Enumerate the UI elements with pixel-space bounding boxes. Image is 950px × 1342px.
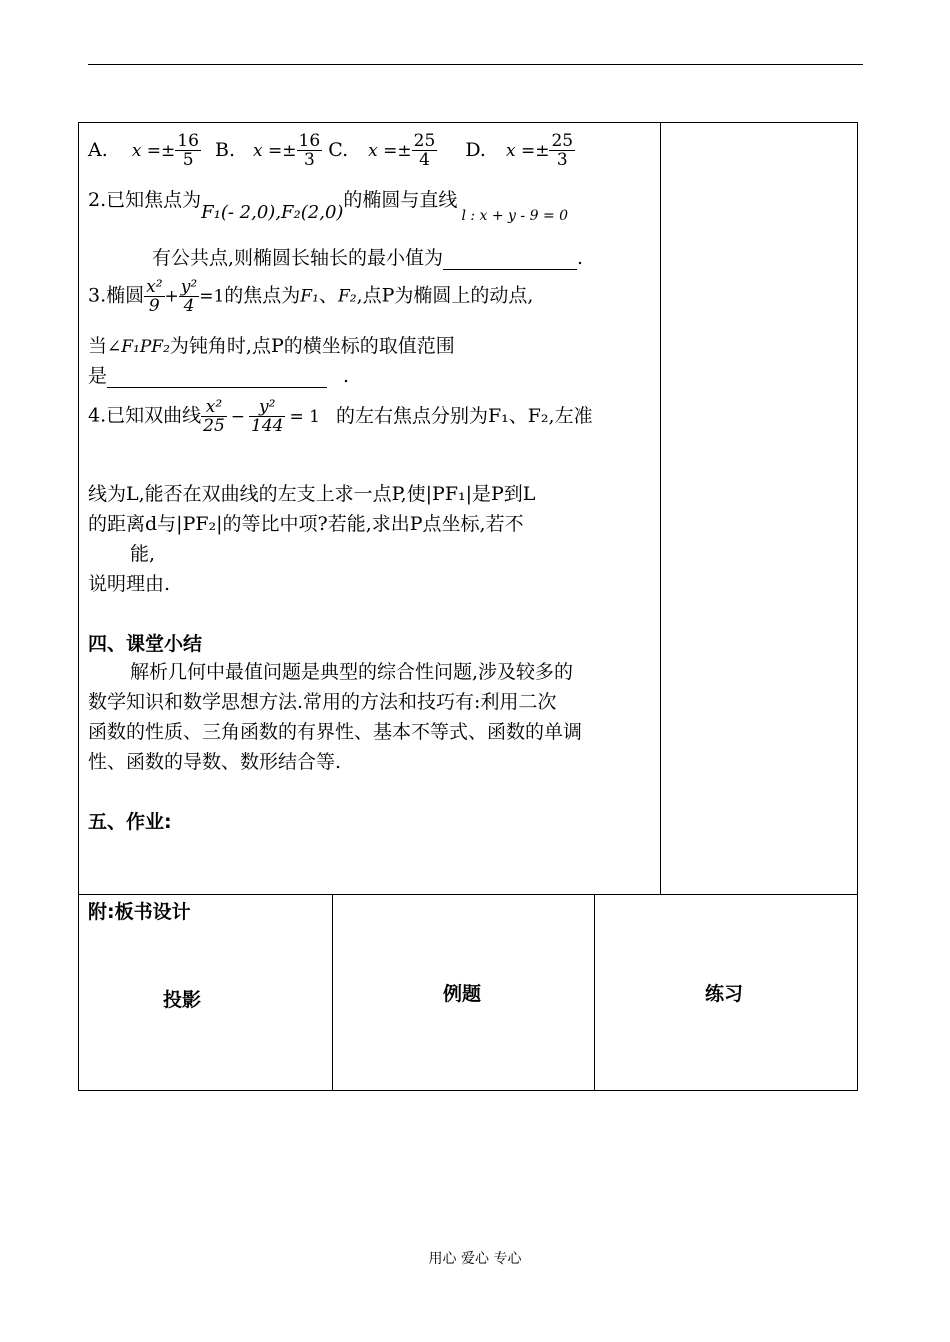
answer-options (88, 132, 575, 169)
question-3-line3: 是 . (88, 365, 350, 387)
answer-blank (107, 367, 327, 388)
summary-heading: 四、课堂小结 (88, 633, 203, 655)
header-rule (88, 64, 863, 65)
question-2-line2: 有公共点,则椭圆长轴长的最小值为 . (152, 247, 584, 269)
question-3-line2: 当∠F₁PF₂为钝角时,点P的横坐标的取值范围 (88, 335, 455, 357)
summary-line-1: 解析几何中最值问题是典型的综合性问题,涉及较多的 (130, 661, 574, 683)
board-col-projection: 投影 (163, 989, 202, 1011)
question-2-line1: 2.已知焦点为F₁(- 2,0),F₂(2,0)的椭圆与直线$_{l : x + y - 9 = 0}$ (88, 189, 569, 224)
answer-blank (443, 249, 577, 270)
homework-heading: 五、作业: (88, 811, 172, 833)
board-col-exercises: 练习 (705, 983, 744, 1005)
option-a: A. x =± $\frac{16}{5}$ (88, 131, 199, 170)
question-4-line3: 的距离d与|PF₂|的等比中项?若能,求出P点坐标,若不 (88, 513, 524, 535)
board-heading: 附:板书设计 (88, 901, 191, 923)
question-4-line5: 说明理由. (88, 573, 171, 595)
question-4-line1: 4.已知双曲线 $\frac{\text{x²}}{25}$ − $\frac{\text{y²}}{144}$ = 1 的左右焦点分别为F₁、F₂,左准 (88, 397, 593, 436)
board-col-examples: 例题 (443, 983, 482, 1005)
question-4-line2: 线为L,能否在双曲线的左支上求一点P,使|PF₁|是P到L (88, 483, 536, 505)
option-d: D. x =± $\frac{25}{3}$ (465, 131, 574, 170)
summary-line-3: 函数的性质、三角函数的有界性、基本不等式、函数的单调 (88, 721, 583, 743)
question-4-line4: 能, (130, 543, 156, 565)
option-c: C. x =± $\frac{25}{4}$ (328, 131, 436, 170)
summary-line-2: 数学知识和数学思想方法.常用的方法和技巧有:利用二次 (88, 691, 557, 713)
page-footer: 用心 爱心 专心 (428, 1251, 522, 1267)
option-b: B. x =± $\frac{16}{3}$ (214, 131, 321, 170)
summary-line-4: 性、函数的导数、数形结合等. (88, 751, 342, 773)
question-3-line1: 3.椭圆 $\frac{\text{x²}}{9}$ + $\frac{\text{y²}}{4}$ =1的焦点为F₁、F₂,点P为椭圆上的动点, (88, 277, 534, 316)
